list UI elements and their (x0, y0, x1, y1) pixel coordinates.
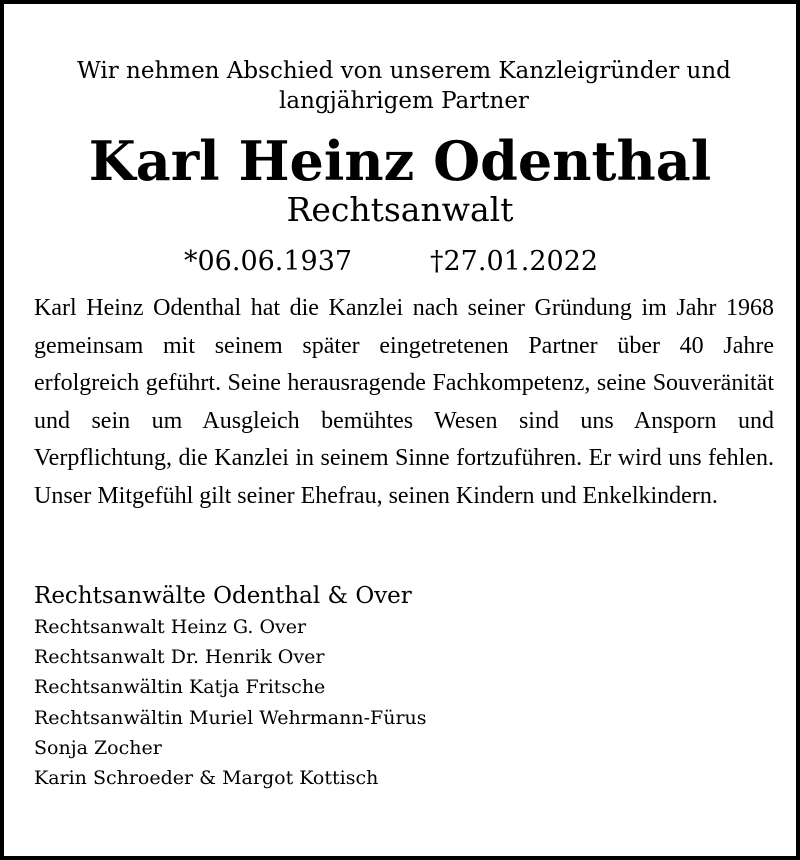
signatory: Sonja Zocher (34, 736, 162, 759)
deceased-title: Rechtsanwalt (286, 190, 514, 229)
signatory-list (34, 612, 427, 793)
firm-name: Rechtsanwälte Odenthal & Over (34, 583, 412, 609)
tribute-paragraph: Karl Heinz Odenthal hat die Kanzlei nach seiner Gründung im Jahr 1968 gemeinsam mit seinem später eingetretenen Partner über 40 Jahre erfolgreich geführt. Seine herausragende Fachkompetenz, seine Souveränität und sein um Ausgleich bemühtes Wesen sind uns Ansporn und Verpflichtung, die Kanzlei in seinem Sinne fortzuführen. Er wird uns fehlen. Unser Mitgefühl gilt seiner Ehefrau, seinen Kindern und Enkelkindern. (34, 295, 774, 509)
birth-date: *06.06.1937 (184, 246, 353, 277)
death-date: †27.01.2022 (430, 246, 599, 277)
signatory: Rechtsanwalt Dr. Henrik Over (34, 646, 325, 669)
deceased-name: Karl Heinz Odenthal (88, 129, 712, 193)
signatory: Karin Schroeder & Margot Kottisch (34, 767, 379, 790)
signatory: Rechtsanwalt Heinz G. Over (34, 616, 307, 638)
signatory: Rechtsanwältin Muriel Wehrmann-Fürus (34, 706, 427, 729)
signatory: Rechtsanwältin Katja Fritsche (34, 676, 326, 699)
intro-text: Wir nehmen Abschied von unserem Kanzleigründer und langjährigem Partner (77, 58, 731, 114)
